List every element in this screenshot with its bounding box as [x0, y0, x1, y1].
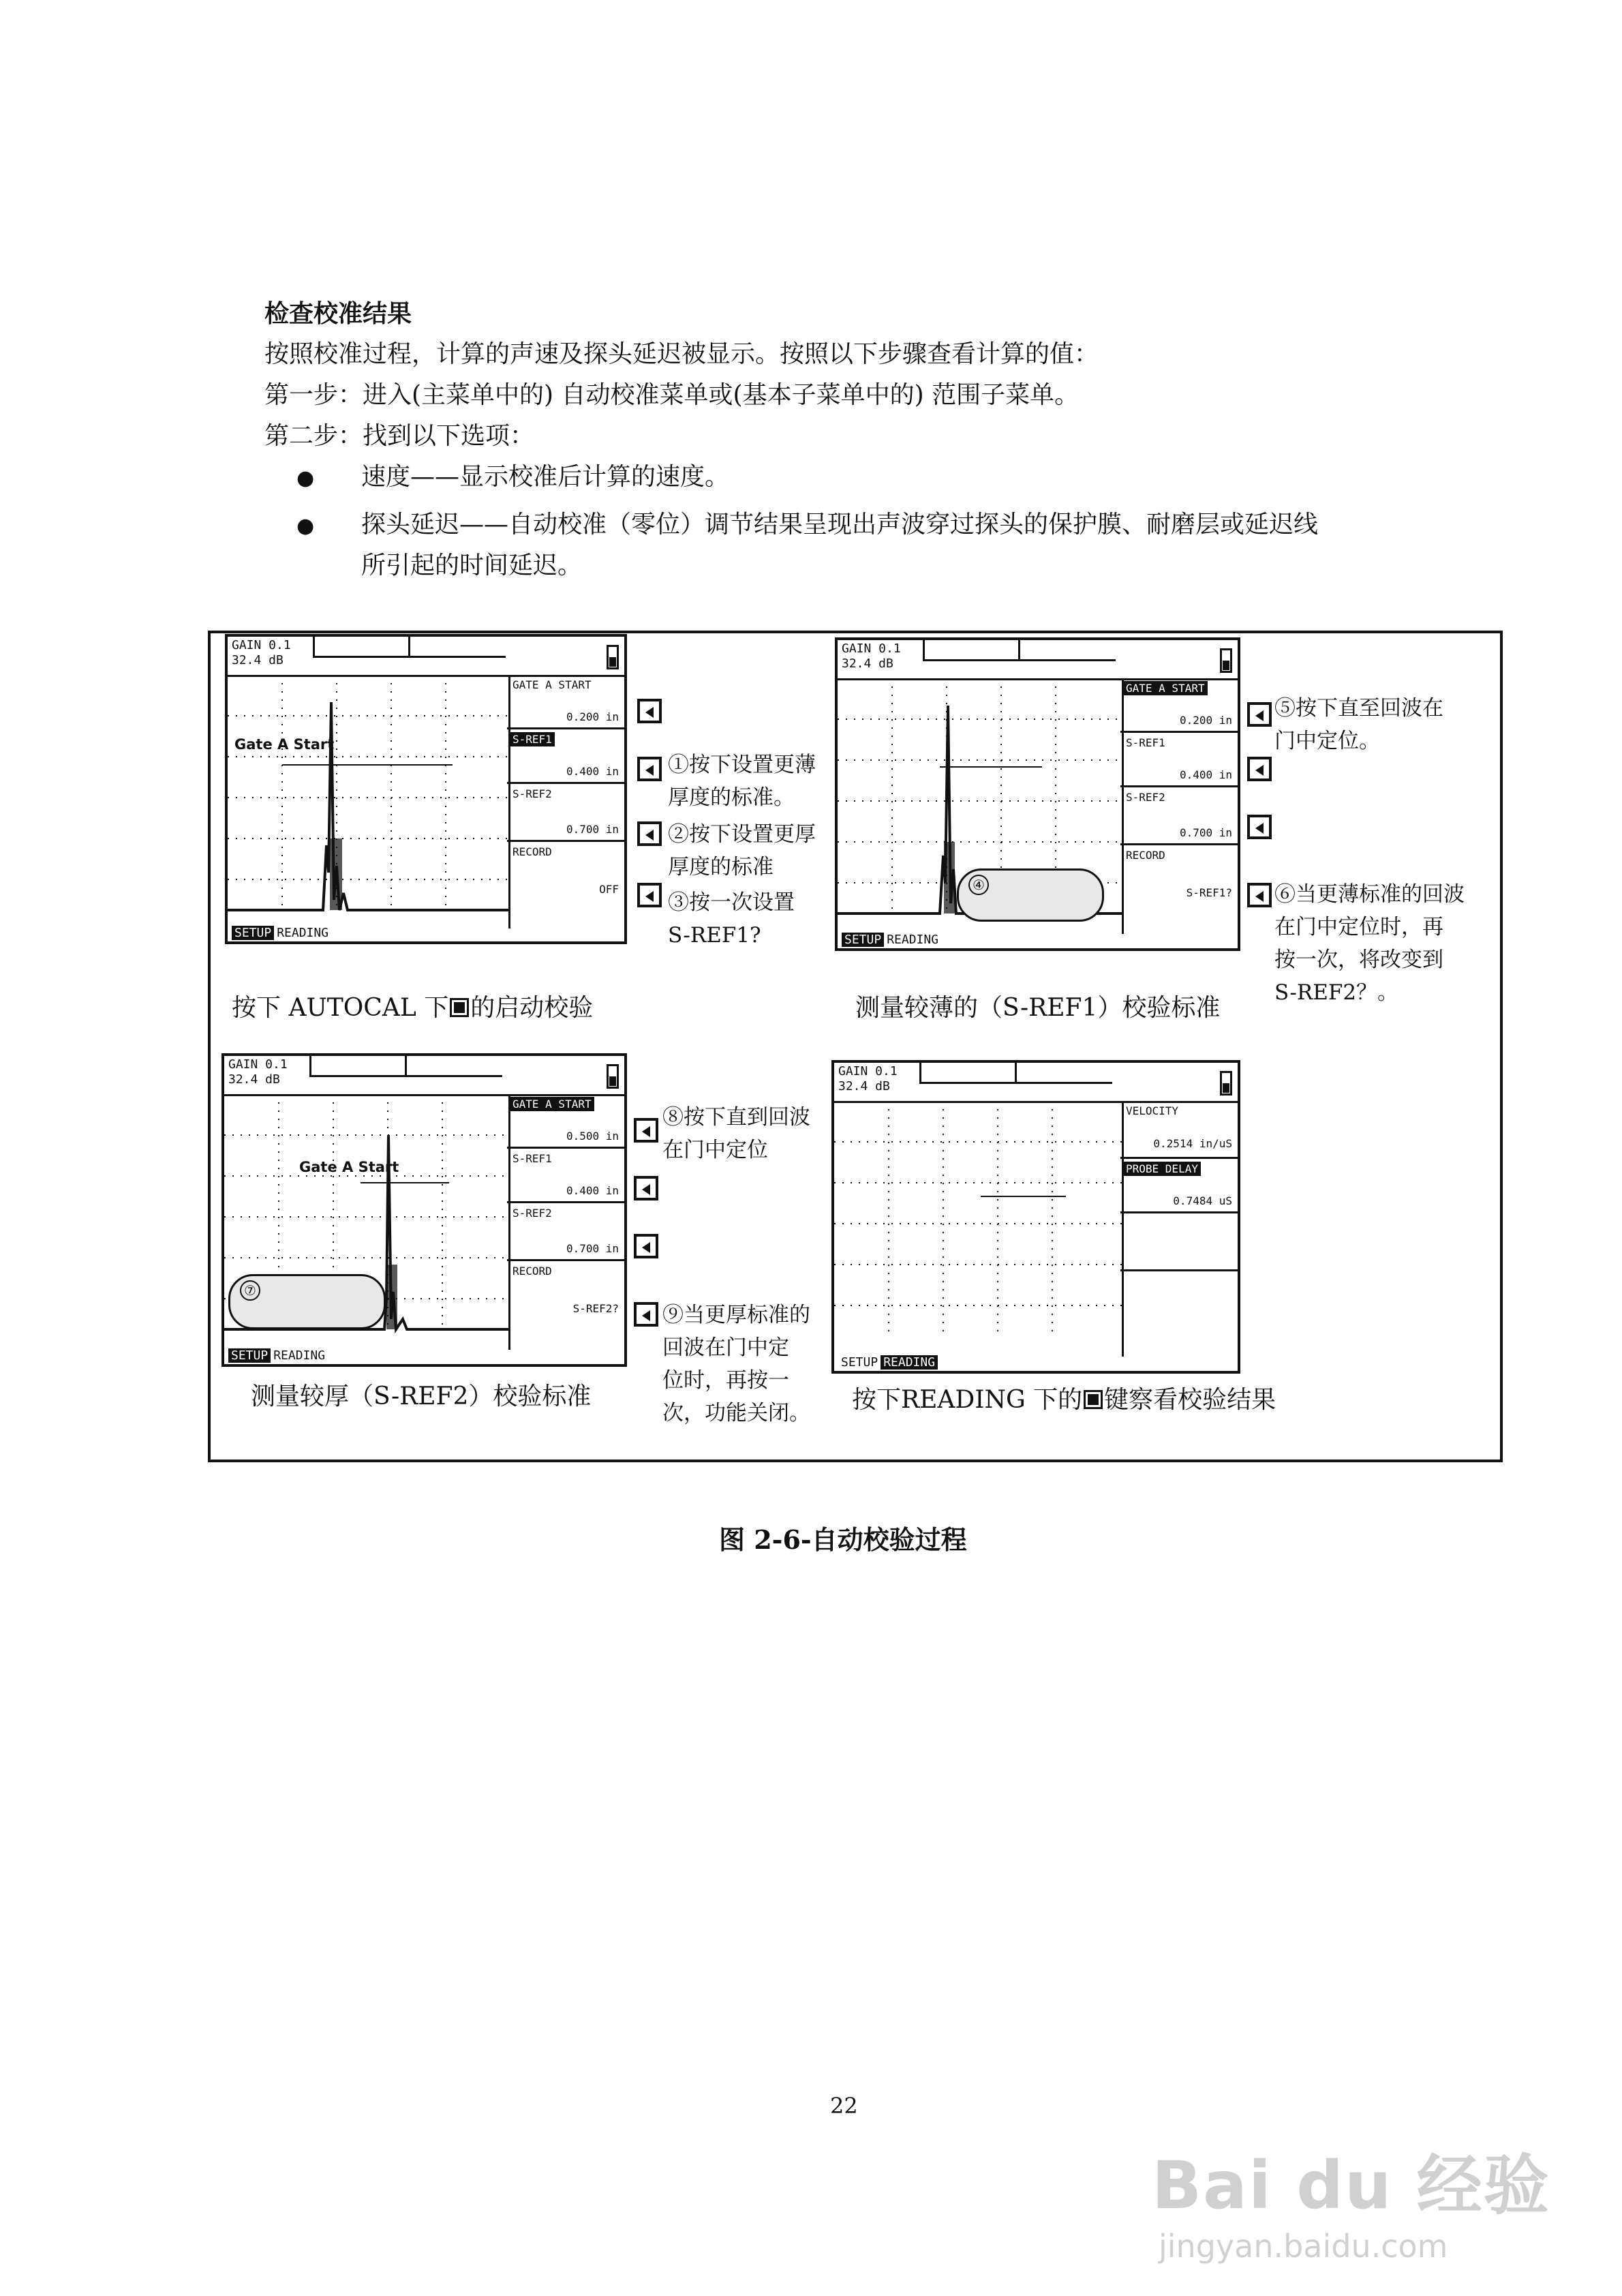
mode-tabs: [232, 926, 331, 940]
caption-reading: 按下READING 下的 键察看校验结果: [852, 1386, 1276, 1414]
tab-setup[interactable]: SETUP: [228, 1348, 271, 1363]
paragraph-2: 第一步：进入(主菜单中的) 自动校准菜单或(基本子菜单中的) 范围子菜单。: [264, 381, 1080, 409]
screen-header: [838, 640, 1238, 680]
step-number-badge: ⑦: [240, 1280, 260, 1301]
screen-reading: [831, 1060, 1240, 1374]
note-step-5: ⑤按下直至回波在 门中定位。: [1274, 696, 1443, 753]
caption-s-ref2: 测量较厚（S-REF2）校验标准: [251, 1383, 592, 1410]
note-step-2: ②按下设置更厚 厚度的标准: [668, 822, 816, 879]
a-scan-plot: [834, 1101, 1124, 1357]
highlight-oval: [228, 1274, 386, 1329]
watermark-url: jingyan.baidu.com: [1159, 2228, 1448, 2265]
softkey-arrow-icon[interactable]: [1247, 702, 1272, 727]
softkey-arrow-icon[interactable]: [634, 1234, 658, 1258]
softkey-arrow-icon[interactable]: [1247, 883, 1272, 907]
softkey-arrow-icon[interactable]: [637, 821, 662, 846]
bullet-dot-icon: ●: [296, 466, 315, 490]
page-number: 22: [830, 2093, 858, 2119]
watermark-logo: Bai du 经验: [1152, 2147, 1550, 2224]
menu-item-velocity[interactable]: VELOCITY 0.2514 in/uS: [1120, 1101, 1238, 1159]
menu-item-s-ref1[interactable]: S-REF1 0.400 in: [507, 1149, 624, 1203]
menu-item-s-ref2[interactable]: S-REF2 0.700 in: [507, 1203, 624, 1261]
note-step-9: ⑨当更厚标准的 回波在门中定 位时，再按一 次，功能关闭。: [662, 1303, 810, 1425]
menu-item-empty: [1120, 1213, 1238, 1271]
menu-item-gate-a-start[interactable]: GATE A START 0.500 in: [507, 1094, 624, 1149]
battery-icon: [1220, 1071, 1232, 1096]
screen-header: [834, 1063, 1238, 1103]
tab-reading[interactable]: READING: [887, 933, 939, 947]
caption-autocal: 按下 AUTOCAL 下 的启动校验: [232, 994, 594, 1022]
menu-item-s-ref1[interactable]: S-REF1 0.400 in: [1120, 733, 1238, 787]
softkey-arrow-icon[interactable]: [1247, 815, 1272, 839]
softkey-arrow-icon[interactable]: [634, 1176, 658, 1200]
mode-tabs: [838, 1355, 938, 1370]
mode-tabs: [842, 933, 941, 947]
softkey-arrow-icon[interactable]: [634, 1302, 658, 1327]
note-step-1: ①按下设置更薄 厚度的标准。: [668, 753, 816, 810]
paragraph-3: 第二步：找到以下选项：: [264, 422, 535, 450]
menu-item-probe-delay[interactable]: PROBE DELAY 0.7484 uS: [1120, 1159, 1238, 1213]
menu-item-s-ref2[interactable]: S-REF2 0.700 in: [1120, 787, 1238, 845]
menu-item-gate-a-start[interactable]: GATE A START 0.200 in: [1120, 678, 1238, 733]
screen-header: [228, 637, 624, 677]
figure-caption: 图 2-6-自动校验过程: [719, 1524, 967, 1555]
softkey-arrow-icon[interactable]: [637, 757, 662, 781]
battery-icon: [607, 645, 619, 669]
tab-reading[interactable]: READING: [881, 1355, 938, 1370]
softkey-arrow-icon[interactable]: [1247, 757, 1272, 781]
caption-s-ref1: 测量较薄的（S-REF1）校验标准: [855, 994, 1221, 1022]
key-icon: [450, 998, 469, 1017]
step-number-badge: ④: [968, 875, 989, 895]
menu-item-record[interactable]: RECORD S-REF2?: [512, 1265, 619, 1315]
note-step-3: ③按一次设置 S-REF1?: [668, 890, 795, 948]
gain-readout: GAIN 0.1 32.4 dB: [842, 641, 901, 671]
highlight-oval: [957, 868, 1104, 922]
menu-item-s-ref1[interactable]: S-REF1 0.400 in: [507, 729, 624, 784]
note-step-8: ⑧按下直到回波 在门中定位: [662, 1105, 810, 1162]
bullet-item-probe-delay: 探头延迟——自动校准（零位）调节结果呈现出声波穿过探头的保护膜、耐磨层或延迟线: [361, 511, 1319, 539]
key-icon: [1084, 1390, 1103, 1409]
menu-item-gate-a-start[interactable]: GATE A START 0.200 in: [507, 675, 624, 729]
bullet-item-probe-delay-cont: 所引起的时间延迟。: [361, 552, 583, 579]
tab-setup[interactable]: SETUP: [841, 1355, 878, 1370]
tab-reading[interactable]: READING: [277, 926, 329, 940]
menu-item-record[interactable]: RECORD OFF: [512, 845, 619, 896]
side-menu: [1120, 678, 1238, 934]
gate-a-start-label: Gate A Start: [299, 1159, 399, 1175]
a-scan-plot: [228, 675, 510, 928]
menu-item-record[interactable]: RECORD S-REF1?: [1126, 849, 1232, 899]
softkey-arrow-icon[interactable]: [637, 699, 662, 723]
gain-readout: GAIN 0.1 32.4 dB: [232, 638, 291, 667]
battery-icon: [607, 1064, 619, 1089]
screen-s-ref2: [221, 1053, 627, 1367]
screen-s-ref1: [835, 637, 1240, 951]
screen-header: [224, 1056, 624, 1096]
side-menu: [507, 675, 624, 928]
softkey-arrow-icon[interactable]: [637, 883, 662, 907]
paragraph-1: 按照校准过程，计算的声速及探头延迟被显示。按照以下步骤查看计算的值：: [264, 340, 1099, 368]
tab-setup[interactable]: SETUP: [842, 933, 884, 947]
note-step-6: ⑥当更薄标准的回波 在门中定位时，再 按一次，将改变到 S-REF2？。: [1274, 882, 1465, 1005]
tab-setup[interactable]: SETUP: [232, 926, 274, 940]
side-menu: [1120, 1101, 1238, 1357]
gate-a-start-label: Gate A Start: [234, 736, 335, 753]
gain-readout: GAIN 0.1 32.4 dB: [838, 1064, 898, 1093]
battery-icon: [1220, 648, 1232, 673]
tab-reading[interactable]: READING: [273, 1348, 326, 1363]
bullet-item-velocity: 速度——显示校准后计算的速度。: [361, 463, 730, 491]
bullet-dot-icon: ●: [296, 514, 315, 538]
section-heading: 检查校准结果: [264, 299, 412, 328]
gain-readout: GAIN 0.1 32.4 dB: [228, 1057, 288, 1087]
side-menu: [507, 1094, 624, 1350]
menu-item-s-ref2[interactable]: S-REF2 0.700 in: [507, 784, 624, 842]
screen-autocal-start: [225, 634, 627, 944]
mode-tabs: [228, 1348, 328, 1363]
softkey-arrow-icon[interactable]: [634, 1118, 658, 1143]
menu-item-empty: [1120, 1271, 1238, 1326]
